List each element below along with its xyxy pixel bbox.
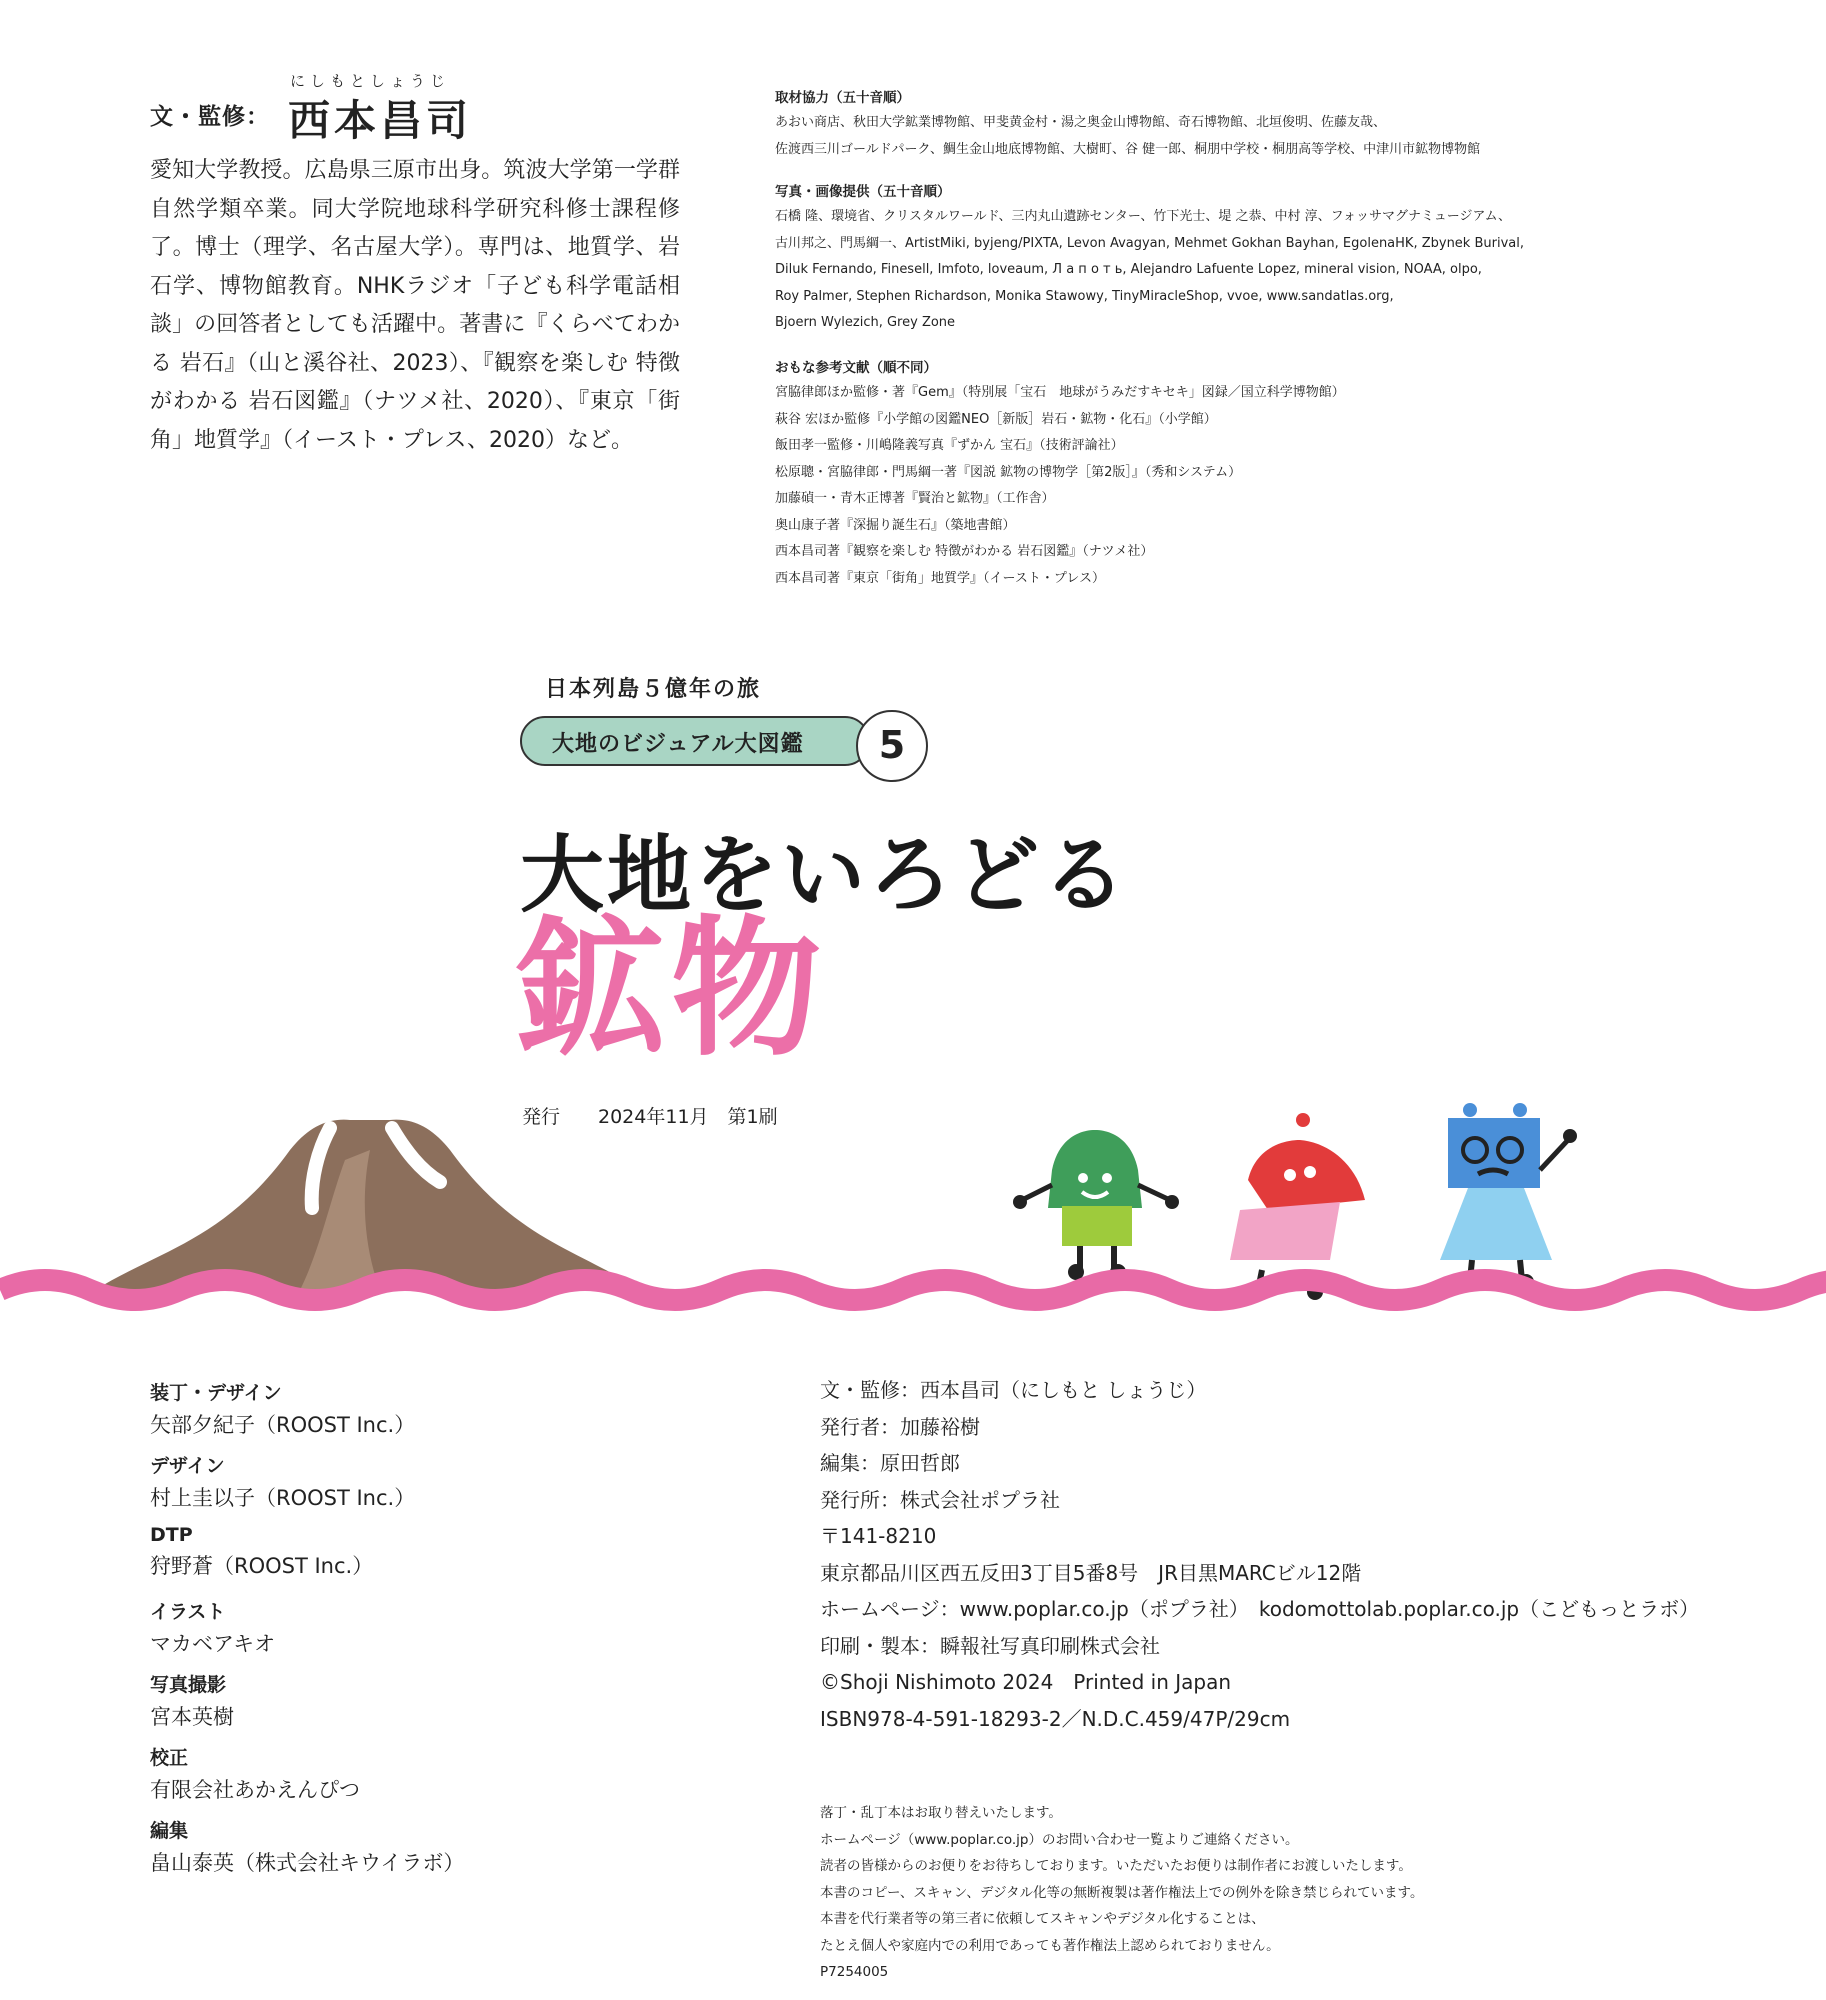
photos-line: Roy Palmer, Stephen Richardson, Monika Stawowy, TinyMiracleShop, vvoe, www.sandatlas.org, [775,288,1394,304]
staff-name: 村上圭以子（ROOST Inc.） [150,1486,416,1510]
reference-line: 松原聰・宮脇律郎・門馬綱一著『図説 鉱物の博物学［第2版］』（秀和システム） [775,464,1242,480]
photos-line: Bjoern Wylezich, Grey Zone [775,315,956,330]
staff-role: 装丁・デザイン [150,1382,282,1404]
reference-line: 加藤碵一・青木正博著『賢治と鉱物』（工作舎） [775,491,1055,506]
colophon-line: 印刷・製本：瞬報社写真印刷株式会社 [820,1633,1160,1658]
notice-line: 落丁・乱丁本はお取り替えいたします。 [820,1805,1062,1821]
staff-name: 畠山泰英（株式会社キウイラボ） [150,1851,465,1875]
colophon-line: 編集：原田哲郎 [820,1451,960,1475]
notice-line: 読者の皆様からのお便りをお待ちしております。いただいたお便りは制作者にお渡しいたします。 [820,1858,1412,1874]
series-title: 日本列島５億年の旅 [545,677,762,702]
staff-role: 写真撮影 [150,1674,227,1696]
colophon-line: 文・監修：西本昌司（にしもと しょうじ） [820,1378,1207,1402]
staff-role: イラスト [150,1601,226,1623]
author-name-ruby: にしもとしょうじ [290,72,451,90]
reference-line: 西本昌司著『観察を楽しむ 特徴がわかる 岩石図鑑』（ナツメ社） [775,544,1154,559]
series-subtitle: 大地のビジュアル大図鑑 [552,732,804,757]
reference-line: 宮脇律郎ほか監修・著『Gem』（特別展「宝石 地球がうみだすキセキ」図録／国立科学博物館） [775,385,1345,400]
colophon-line: 発行者：加藤裕樹 [820,1414,980,1439]
author-name: 西本昌司 [288,96,473,145]
staff-role: デザイン [150,1455,225,1477]
photos-heading: 写真・画像提供（五十音順） [775,184,951,200]
book-title-accent: 鉱物 [515,903,828,1077]
mountain-illustration [95,1120,640,1290]
green-character [1013,1130,1179,1280]
staff-entry [150,1670,464,1743]
pink-wave-band [0,1280,1826,1300]
legal-notices [820,1800,1423,1986]
colophon-line: 〒141-8210 [820,1524,937,1548]
colophon-line: 東京都品川区西五反田3丁目5番8号 JR目黒MARCビル12階 [820,1560,1362,1585]
staff-role: 校正 [150,1747,189,1769]
reference-line: 西本昌司著『東京「街角」地質学』（イースト・プレス） [775,570,1105,586]
author-bio: 愛知大学教授。広島県三原市出身。筑波大学第一学群自然学類卒業。同大学院地球科学研究科修士課程修了。博士（理学、名古屋大学）。専門は、地質学、岩石学、博物館教育。NHKラジオ「子ども科学電話相談」の回答者としても活躍中。著書に『くらべてわかる 岩石』（山と溪谷社、2023）、『観察を楽しむ 特徴がわかる 岩石図鑑』（ナツメ社、2020）、『東京「街角」地質学』（イースト・プレス、2020）など。 [150,158,680,453]
book-title: 大地をいろどる [520,826,1130,924]
author-label: 文・監修： [150,104,270,130]
staff-entry [150,1378,464,1451]
colophon-line: ホームページ：www.poplar.co.jp（ポプラ社） kodomottolab.poplar.co.jp（こどもっとラボ） [820,1597,1700,1621]
photos-line: 古川邦之、門馬綱一、ArtistMiki, byjeng/PIXTA, Levon Avagyan, Mehmet Gokhan Bayhan, EgolenaHK, Zbynek Burival, [775,235,1524,251]
staff-entry [150,1451,464,1524]
photos-line: 石橋 隆、環境省、クリスタルワールド、三内丸山遺跡センター、竹下光士、堤 之恭、中村 淳、フォッサマグナミュージアム、 [775,209,1511,224]
product-code: P7254005 [820,1964,889,1980]
credits-references [775,356,1345,592]
staff-entry [150,1743,464,1816]
cooperation-line: 佐渡西三川ゴールドパーク、鯛生金山地底博物館、大樹町、谷 健一郎、桐朋中学校・桐朋高等学校、中津川市鉱物博物館 [775,141,1481,157]
cooperation-heading: 取材協力（五十音順） [775,90,910,106]
staff-role: DTP [150,1524,193,1546]
photos-line: Diluk Fernando, Finesell, Imfoto, loveaum, Л а п о т ь, Alejandro Lafuente Lopez, mineral vision, NOAA, olpo, [775,262,1482,277]
decorative-scene [0,1090,1826,1350]
references-heading: おもな参考文献（順不同） [775,360,937,376]
staff-list [150,1378,464,1889]
colophon-line: ISBN978-4-591-18293-2／N.D.C.459/47P/29cm [820,1706,1291,1731]
staff-entry [150,1816,464,1889]
credits-cooperation [775,86,1480,163]
colophon [820,1372,1699,1737]
cooperation-line: あおい商店、秋田大学鉱業博物館、甲斐黄金村・湯之奥金山博物館、奇石博物館、北垣俊明、佐藤友哉、 [775,115,1387,130]
staff-entry [150,1597,464,1670]
reference-line: 奥山康子著『深掘り誕生石』（築地書館） [775,517,1016,533]
colophon-line: ©Shoji Nishimoto 2024 Printed in Japan [820,1670,1232,1694]
staff-name: 有限会社あかえんぴつ [150,1778,360,1802]
staff-name: マカベアキオ [150,1632,276,1656]
notice-line: 本書を代行業者等の第三者に依頼してスキャンやデジタル化することは、 [820,1911,1265,1927]
staff-name: 矢部夕紀子（ROOST Inc.） [150,1413,416,1437]
staff-name: 宮本英樹 [150,1705,234,1729]
staff-entry [150,1524,464,1597]
reference-line: 萩谷 宏ほか監修『小学館の図鑑NEO［新版］岩石・鉱物・化石』（小学館） [775,411,1217,427]
notice-line: ホームページ（www.poplar.co.jp）のお問い合わせ一覧よりご連絡ください。 [820,1831,1299,1848]
notice-line: たとえ個人や家庭内での利用であっても著作権法上認められておりません。 [820,1937,1280,1954]
issue-date: 発行 2024年11月 第1刷 [522,1106,778,1128]
colophon-line: 発行所：株式会社ポプラ社 [820,1487,1060,1512]
staff-role: 編集 [150,1820,189,1842]
notice-line: 本書のコピー、スキャン、デジタル化等の無断複製は著作権法上での例外を除き禁じられています。 [820,1884,1424,1901]
credits-photos [775,180,1524,337]
volume-number: 5 [856,710,928,782]
blue-character [1440,1103,1577,1290]
reference-line: 飯田孝一監修・川嶋隆義写真『ずかん 宝石』（技術評論社） [775,438,1124,453]
staff-name: 狩野蒼（ROOST Inc.） [150,1554,374,1578]
